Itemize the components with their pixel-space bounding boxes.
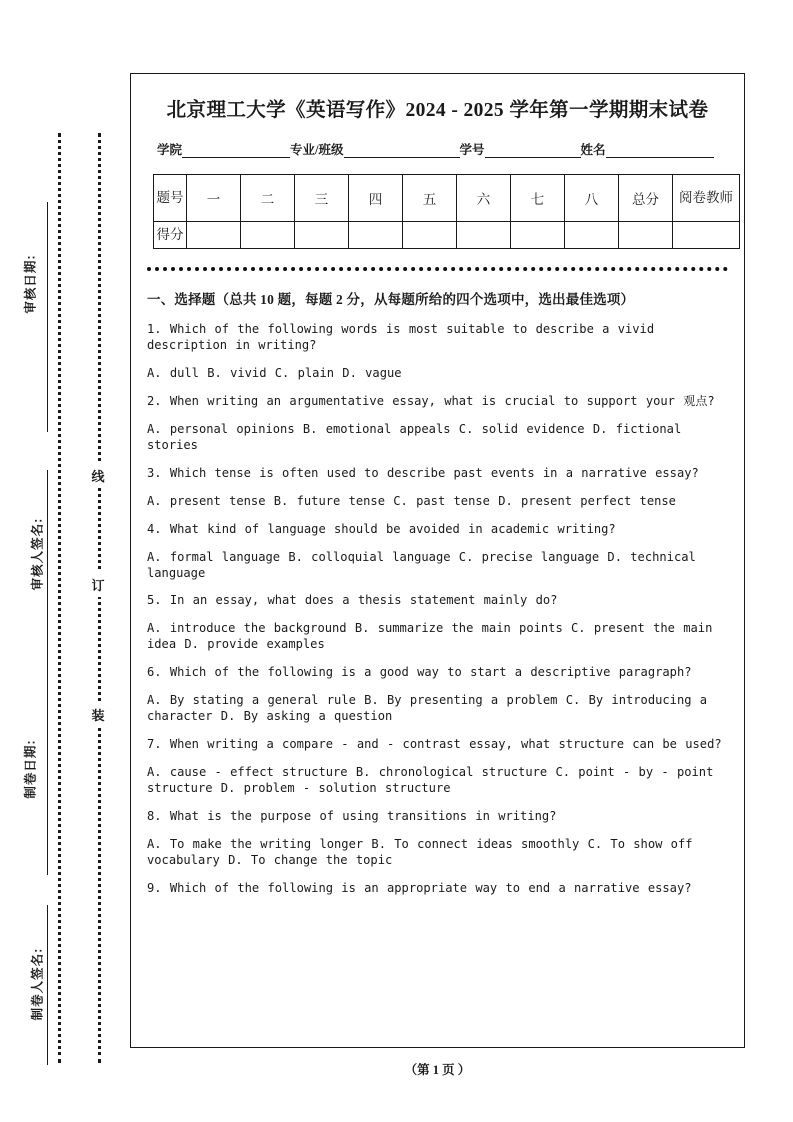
field-student-id: [460, 140, 581, 158]
margin-rule-1: [47, 202, 48, 432]
field-name: [581, 140, 714, 158]
field-major-class-input[interactable]: [344, 144, 460, 158]
page-title: 北京理工大学《英语写作》2024 - 2025 学年第一学期期末试卷: [166, 100, 709, 121]
score-cell-marker[interactable]: [673, 222, 740, 249]
table-row-question-numbers: [154, 175, 740, 222]
margin-rule-3: [47, 700, 48, 875]
score-cell-7[interactable]: [511, 222, 565, 249]
score-col-header-marker: 阅卷教师: [673, 175, 740, 222]
margin-label-production-date: [0, 739, 46, 799]
margin-label-reviewer-signature: [0, 517, 46, 591]
score-cell-2[interactable]: [241, 222, 295, 249]
question-options-1[interactable]: A. dull B. vivid C. plain D. vague: [147, 365, 402, 380]
question-stem-8: 8. What is the purpose of using transitions in writing?: [147, 809, 557, 824]
question-stem-6: 6. Which of the following is a good way to start a descriptive paragraph?: [147, 665, 692, 680]
question-options-8[interactable]: A. To make the writing longer B. To connect ideas smoothly C. To show off vocabulary D. To change the topic: [147, 837, 693, 867]
field-name-label: 姓名: [580, 143, 606, 157]
field-major-class: [290, 140, 459, 158]
field-college-label: 学院: [157, 143, 183, 157]
question-options-6[interactable]: A. By stating a general rule B. By presenting a problem C. By introducing a character D. By asking a question: [147, 693, 708, 724]
score-col-header-4: 四: [349, 175, 403, 222]
score-cell-6[interactable]: [457, 222, 511, 249]
table-row-scores: [154, 222, 740, 249]
score-cell-3[interactable]: [295, 222, 349, 249]
margin-label-review-date: [0, 254, 46, 314]
binding-char-zhuang: 装: [89, 702, 107, 727]
question-options-5[interactable]: A. introduce the background B. summarize the main points C. present the main idea D. provide examples: [147, 621, 713, 652]
margin-label-reviewer-signature-text: 审核人签名:: [30, 517, 45, 591]
score-col-header-5: 五: [403, 175, 457, 222]
field-college: [157, 140, 290, 158]
question-options-7[interactable]: A. cause - effect structure B. chronological structure C. point - by - point structure D. problem - solution structure: [147, 765, 714, 796]
margin-label-producer-signature: [0, 947, 46, 1021]
margin-rule-2: [47, 470, 48, 700]
question-options-2[interactable]: A. personal opinions B. emotional appeals C. solid evidence D. fictional stories: [147, 421, 682, 452]
question-stem-1: 1. Which of the following words is most suitable to describe a vivid description in writing?: [147, 322, 655, 352]
section-separator: [147, 267, 728, 271]
score-col-header-6: 六: [457, 175, 511, 222]
field-name-input[interactable]: [606, 144, 714, 158]
field-major-class-label: 专业/班级: [290, 143, 344, 157]
score-cell-4[interactable]: [349, 222, 403, 249]
score-col-header-3: 三: [295, 175, 349, 222]
score-col-header-total: 总分: [619, 175, 673, 222]
binding-dotted-line-inner: [98, 133, 101, 1063]
score-table: [153, 174, 740, 249]
question-list: [147, 322, 728, 897]
margin-label-producer-signature-text: 制卷人签名:: [30, 947, 45, 1021]
score-cell-8[interactable]: [565, 222, 619, 249]
question-options-3[interactable]: A. present tense B. future tense C. past tense D. present perfect tense: [147, 493, 676, 508]
question-options-4[interactable]: A. formal language B. colloquial language C. precise language D. technical language: [147, 549, 696, 580]
question-stem-7: 7. When writing a compare - and - contrast essay, what structure can be used?: [147, 737, 722, 752]
score-col-header-1: 一: [187, 175, 241, 222]
field-student-id-input[interactable]: [485, 144, 581, 158]
student-identity-row: [157, 140, 728, 158]
section-heading: 一、选择题（总共 10 题，每题 2 分，从每题所给的四个选项中，选出最佳选项）: [147, 292, 635, 307]
binding-margin: [0, 0, 125, 1122]
question-stem-2: 2. When writing an argumentative essay, what is crucial to support your 观点?: [147, 393, 715, 408]
score-col-header-7: 七: [511, 175, 565, 222]
binding-dotted-line-outer: [58, 133, 61, 1063]
question-stem-4: 4. What kind of language should be avoided in academic writing?: [147, 521, 616, 536]
margin-rule-4: [47, 905, 48, 1065]
score-cell-1[interactable]: [187, 222, 241, 249]
margin-label-review-date-text: 审核日期:: [23, 254, 38, 314]
score-col-header-8: 八: [565, 175, 619, 222]
field-student-id-label: 学号: [459, 143, 485, 157]
page-footer: [130, 1060, 745, 1078]
margin-label-production-date-text: 制卷日期:: [23, 739, 38, 799]
binding-char-xian: 线: [89, 463, 107, 488]
question-stem-3: 3. Which tense is often used to describe past events in a narrative essay?: [147, 465, 699, 480]
score-col-header-2: 二: [241, 175, 295, 222]
row-label-score: 得分: [154, 222, 187, 249]
question-stem-9: 9. Which of the following is an appropriate way to end a narrative essay?: [147, 880, 692, 895]
exam-sheet: [130, 73, 745, 1048]
score-cell-5[interactable]: [403, 222, 457, 249]
page-number-label: （第 1 页 ）: [404, 1063, 471, 1077]
binding-char-ding: 订: [89, 572, 107, 597]
field-college-input[interactable]: [182, 144, 290, 158]
score-cell-total[interactable]: [619, 222, 673, 249]
question-stem-5: 5. In an essay, what does a thesis statement mainly do?: [147, 593, 558, 608]
row-label-question-number: 题号: [154, 175, 187, 222]
